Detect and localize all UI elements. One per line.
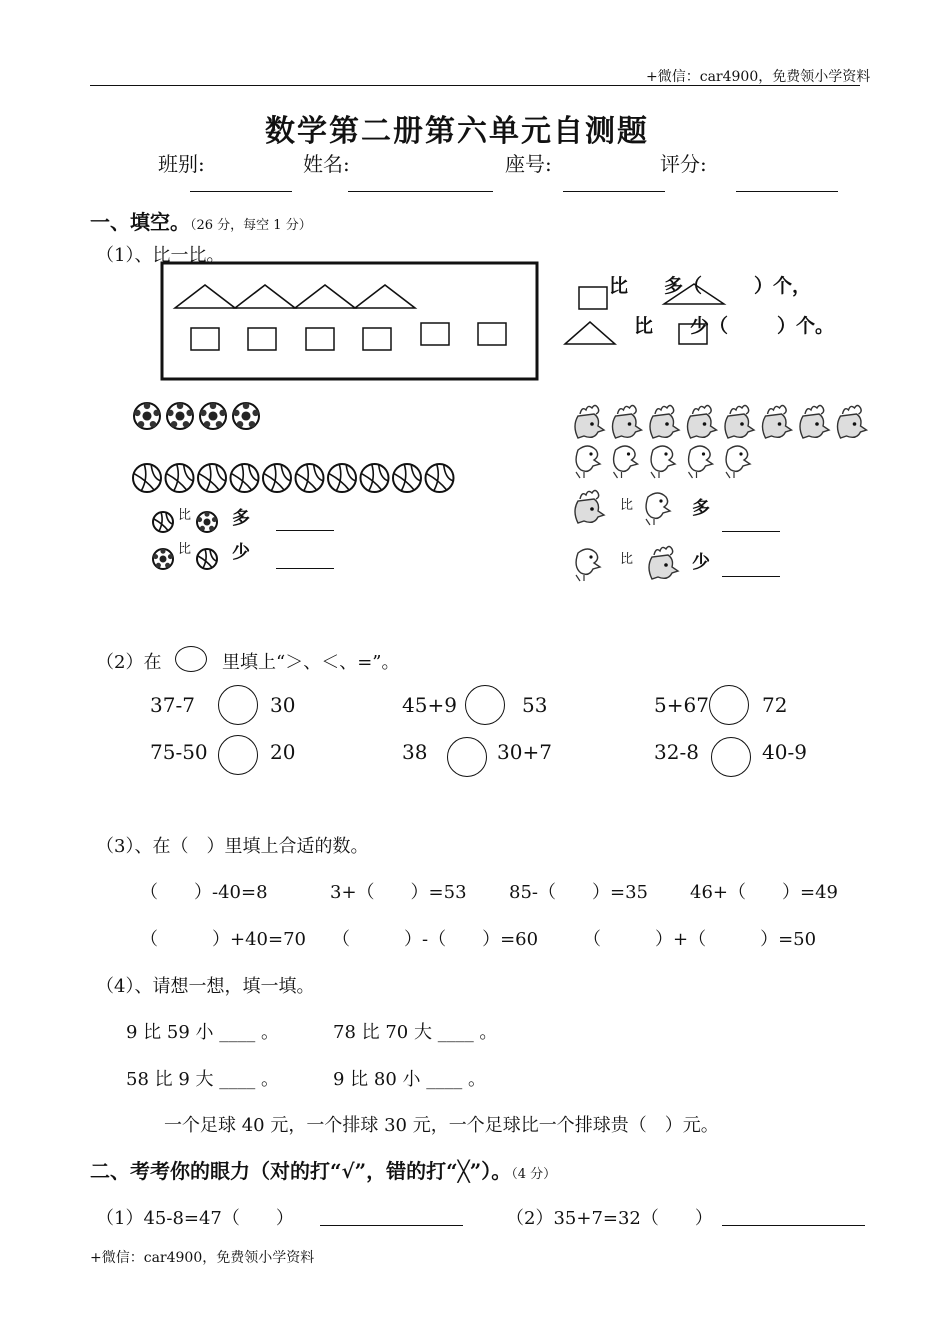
shape-compare-bi-2: 比: [634, 315, 654, 337]
q4-item4: 9 比 80 小 ____ 。: [333, 1069, 486, 1090]
bird-compare-bi-1: 比: [620, 498, 634, 513]
q2-label-b: 里填上“＞、＜、=”。: [222, 652, 400, 673]
name-blank[interactable]: [348, 191, 493, 192]
q4-label: （4）、请想一想，填一填。: [96, 976, 315, 997]
volleyball-icon: [393, 464, 421, 492]
section2-item2-blank[interactable]: [722, 1225, 865, 1226]
ball-compare-bi-1: 比: [178, 508, 192, 523]
volleyball-icon: [426, 464, 454, 492]
q4-word-problem: 一个足球 40 元，一个排球 30 元，一个足球比一个排球贵（ ）元。: [164, 1115, 719, 1136]
volleyball-icon: [263, 464, 291, 492]
square-4: [363, 328, 391, 350]
q2-r1c3-circle[interactable]: [709, 685, 749, 725]
q4-item2: 78 比 70 大 ____ 。: [333, 1022, 498, 1043]
q2-r2c1-left: 75-50: [150, 740, 208, 764]
q2-r1c1-right: 30: [270, 693, 296, 717]
rooster-icon: [575, 491, 604, 524]
square-3: [306, 328, 334, 350]
soccer-ball-icon: [197, 512, 217, 532]
shape-compare-duo-end: ）个，: [754, 275, 812, 297]
header-note: +微信：car4900，免费领小学资料: [646, 69, 871, 85]
soccer-ball-icon: [134, 403, 160, 429]
rooster-icon: [649, 547, 678, 580]
triangle-1: [175, 285, 235, 308]
q2-r2c1-right: 20: [270, 740, 296, 764]
q4-item3: 58 比 9 大 ____ 。: [126, 1069, 279, 1090]
q2-r1c2-circle[interactable]: [465, 685, 505, 725]
rooster-icon: [613, 406, 642, 439]
triangle-3: [295, 285, 355, 308]
q3-row2-item3: （ ）+（ ）=50: [583, 929, 817, 950]
score-label: 评分:: [660, 152, 707, 176]
q3-row1-item1: （ ）-40=8: [140, 882, 268, 903]
square-icon-a: [579, 287, 607, 309]
q2-r2c2-left: 38: [402, 740, 428, 764]
ball-compare-duo: 多: [232, 508, 250, 529]
rooster-icon: [838, 406, 867, 439]
chick-icon: [614, 446, 638, 478]
bird-compare-duo: 多: [692, 498, 710, 519]
shape-compare-shao-end: ）个。: [777, 315, 835, 337]
chick-icon: [576, 549, 600, 581]
name-label: 姓名:: [303, 152, 350, 176]
q2-r2c3-right: 40-9: [762, 740, 807, 764]
section1-heading-line: [90, 206, 312, 235]
q2-label-a: （2）在: [96, 652, 162, 673]
volleyball-icon: [296, 464, 324, 492]
shape-compare-duo: 多（: [664, 275, 703, 297]
q2-r2c1-circle[interactable]: [218, 735, 258, 775]
triangle-icon-b: [565, 322, 615, 344]
volleyball-icon: [166, 464, 194, 492]
q2-r2c3-circle[interactable]: [711, 737, 751, 777]
squares-row: [191, 323, 506, 350]
q2-r1c1-left: 37-7: [150, 693, 195, 717]
q2-r1c2-left: 45+9: [402, 693, 457, 717]
shapes-box: [161, 262, 541, 382]
chick-icon: [646, 493, 670, 525]
score-blank[interactable]: [736, 191, 838, 192]
q1-label: （1）、比一比。: [96, 245, 225, 266]
chick-icon: [576, 446, 600, 478]
triangle-4: [355, 285, 415, 308]
rooster-icon: [763, 406, 792, 439]
section2-points: （4 分）: [511, 1167, 557, 1182]
ball-shao-blank[interactable]: [276, 568, 334, 569]
volleyball-icon: [197, 549, 217, 569]
q3-row1-item3: 85-（ ）=35: [509, 882, 648, 903]
volleyball-icon: [153, 512, 173, 532]
rooster-icon: [725, 406, 754, 439]
chick-icon: [726, 446, 750, 478]
volleyball-icon: [328, 464, 356, 492]
q2-r1c1-circle[interactable]: [218, 685, 258, 725]
shape-compare-bi-1: 比: [609, 275, 629, 297]
q4-item1: 9 比 59 小 ____ 。: [126, 1022, 279, 1043]
section2-heading-line: [90, 1155, 556, 1184]
ball-compare-shao: 少: [232, 542, 250, 563]
chick-icon: [651, 446, 675, 478]
q2-r1c2-right: 53: [522, 693, 548, 717]
shape-compare-shao: 少（: [690, 315, 729, 337]
section2-item2: （2）35+7=32（ ）: [506, 1208, 713, 1229]
ball-duo-blank[interactable]: [276, 530, 334, 531]
triangles-row: [175, 285, 415, 308]
q2-r2c2-circle[interactable]: [447, 737, 487, 777]
volleyball-icon: [198, 464, 226, 492]
q3-label: （3）、在（ ）里填上合适的数。: [96, 836, 369, 857]
square-6: [478, 323, 506, 345]
triangle-2: [235, 285, 295, 308]
section1-points: （26 分，每空 1 分）: [190, 218, 312, 233]
section1-heading: 一、填空。: [90, 210, 190, 234]
seat-blank[interactable]: [563, 191, 665, 192]
q3-row2-item2: （ ）-（ ）=60: [332, 929, 539, 950]
chicks-row: [570, 442, 770, 482]
q2-label-circle: [175, 646, 207, 672]
q2-r1c3-left: 5+67: [654, 693, 709, 717]
section2-heading: 二、考考你的眼力（对的打“√”，错的打“╳”）。: [90, 1159, 512, 1183]
soccer-ball-icon: [233, 403, 259, 429]
bird-duo-blank[interactable]: [722, 531, 780, 532]
volleyball-icon: [231, 464, 259, 492]
seat-label: 座号:: [505, 152, 552, 176]
class-blank[interactable]: [190, 191, 292, 192]
soccer-ball-icon: [200, 403, 226, 429]
class-label: 班别:: [158, 152, 205, 176]
rooster-icon: [650, 406, 679, 439]
section2-item1: （1）45-8=47（ ）: [96, 1208, 294, 1229]
rooster-icon: [575, 406, 604, 439]
square-2: [248, 328, 276, 350]
q2-r1c3-right: 72: [762, 693, 788, 717]
rooster-icon: [800, 406, 829, 439]
bird-shao-blank[interactable]: [722, 576, 780, 577]
volleyball-icon: [361, 464, 389, 492]
q2-r2c3-left: 32-8: [654, 740, 699, 764]
q3-row1-item2: 3+（ ）=53: [330, 882, 467, 903]
q2-r2c2-right: 30+7: [497, 740, 552, 764]
footer-note: +微信：car4900，免费领小学资料: [90, 1250, 315, 1266]
header-rule: [90, 85, 860, 86]
volleyballs-row: [130, 460, 470, 500]
soccer-ball-icon: [167, 403, 193, 429]
bird-compare-bi-2: 比: [620, 552, 634, 567]
square-5: [421, 323, 449, 345]
square-1: [191, 328, 219, 350]
soccer-balls-row: [130, 398, 270, 438]
soccer-ball-icon: [153, 549, 173, 569]
compare-shapes: [560, 262, 730, 352]
q3-row1-item4: 46+（ ）=49: [690, 882, 838, 903]
rooster-icon: [688, 406, 717, 439]
section2-item1-blank[interactable]: [320, 1225, 463, 1226]
q3-row2-item1: （ ）+40=70: [140, 929, 306, 950]
ball-compare-bi-2: 比: [178, 542, 192, 557]
page-title: 数学第二册第六单元自测题: [265, 114, 649, 149]
chick-icon: [689, 446, 713, 478]
volleyball-icon: [133, 464, 161, 492]
bird-compare-shao: 少: [692, 552, 710, 573]
roosters-row: [570, 400, 870, 445]
